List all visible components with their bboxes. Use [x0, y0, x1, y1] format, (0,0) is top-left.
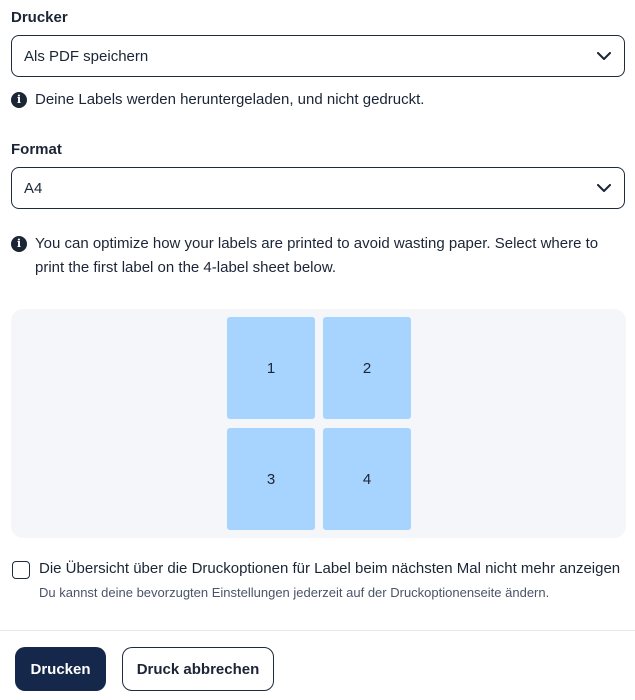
dont-show-again-help: Du kannst deine bevorzugten Einstellungen jederzeit auf der Druckoptionenseite ändern. [39, 585, 550, 600]
label-position-3[interactable]: 3 [227, 428, 315, 530]
printer-info [11, 88, 611, 112]
format-info [11, 232, 611, 280]
chevron-down-icon [596, 180, 612, 196]
label-position-4[interactable]: 4 [323, 428, 411, 530]
format-select-value: A4 [24, 179, 43, 197]
info-icon: i [11, 92, 27, 108]
footer-divider [0, 630, 635, 631]
chevron-down-icon [596, 48, 612, 64]
cancel-print-button[interactable]: Druck abbrechen [122, 647, 274, 691]
info-icon: i [11, 236, 27, 252]
printer-label: Drucker [11, 9, 68, 26]
printer-select[interactable] [11, 35, 625, 77]
printer-info-text: Deine Labels werden heruntergeladen, und nicht gedruckt. [35, 91, 425, 108]
format-info-text: You can optimize how your labels are printed to avoid wasting paper. Select where to print the first label on the 4-label sheet below. [35, 235, 599, 276]
label-position-1[interactable]: 1 [227, 317, 315, 419]
dont-show-again-label[interactable]: Die Übersicht über die Druckoptionen für Label beim nächsten Mal nicht mehr anzeigen [39, 560, 621, 577]
label-position-2[interactable]: 2 [323, 317, 411, 419]
print-button[interactable]: Drucken [15, 647, 106, 691]
printer-select-value: Als PDF speichern [24, 47, 149, 65]
label-sheet-preview [11, 309, 626, 538]
dont-show-again-checkbox[interactable] [12, 561, 30, 579]
format-label: Format [11, 141, 62, 158]
format-select[interactable] [11, 167, 625, 209]
